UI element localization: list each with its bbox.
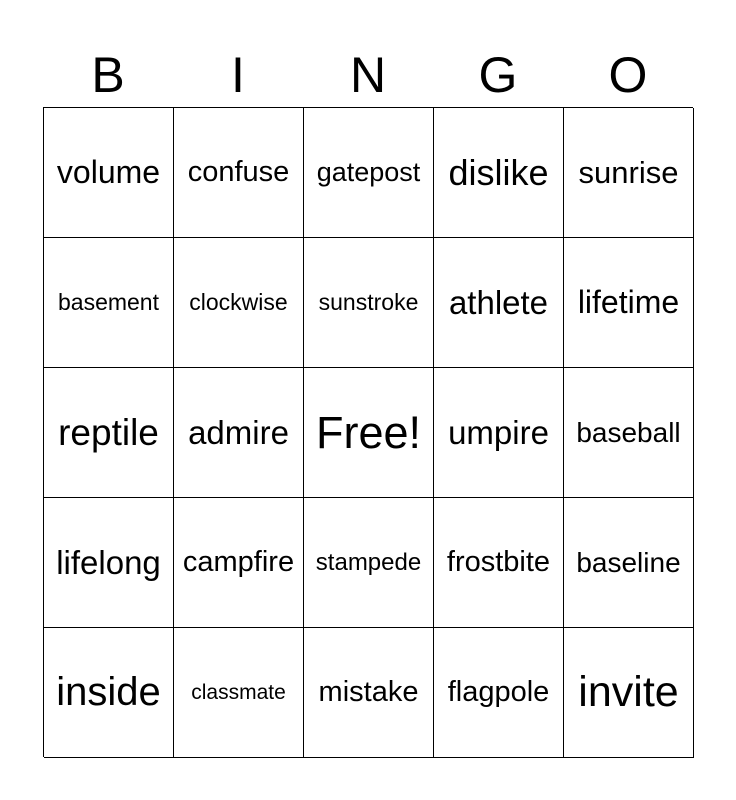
bingo-cell[interactable]: umpire (434, 368, 564, 498)
bingo-cell[interactable]: basement (44, 238, 174, 368)
bingo-header (43, 42, 693, 108)
bingo-board (43, 107, 693, 757)
header-letter-n: N (349, 47, 387, 103)
bingo-cell[interactable]: confuse (174, 108, 304, 238)
bingo-cell[interactable]: reptile (44, 368, 174, 498)
bingo-cell[interactable]: clockwise (174, 238, 304, 368)
header-letter-i: I (231, 47, 245, 103)
bingo-cell[interactable]: baseball (564, 368, 694, 498)
bingo-cell[interactable]: frostbite (434, 498, 564, 628)
header-letter-b: B (91, 47, 125, 103)
bingo-cell[interactable]: lifetime (564, 238, 694, 368)
bingo-cell[interactable]: gatepost (304, 108, 434, 238)
bingo-cell[interactable]: dislike (434, 108, 564, 238)
free-space[interactable]: Free! (304, 368, 434, 498)
bingo-cell[interactable]: volume (44, 108, 174, 238)
bingo-cell[interactable]: admire (174, 368, 304, 498)
bingo-cell[interactable]: sunrise (564, 108, 694, 238)
bingo-cell[interactable]: classmate (174, 628, 304, 758)
header-letter-g: G (478, 47, 518, 103)
bingo-cell[interactable]: invite (564, 628, 694, 758)
bingo-cell[interactable]: inside (44, 628, 174, 758)
bingo-cell[interactable]: mistake (304, 628, 434, 758)
bingo-cell[interactable]: campfire (174, 498, 304, 628)
bingo-cell[interactable]: athlete (434, 238, 564, 368)
header-letter-o: O (608, 47, 648, 103)
bingo-cell[interactable]: flagpole (434, 628, 564, 758)
bingo-cell[interactable]: sunstroke (304, 238, 434, 368)
bingo-cell[interactable]: lifelong (44, 498, 174, 628)
bingo-cell[interactable]: stampede (304, 498, 434, 628)
bingo-cell[interactable]: baseline (564, 498, 694, 628)
